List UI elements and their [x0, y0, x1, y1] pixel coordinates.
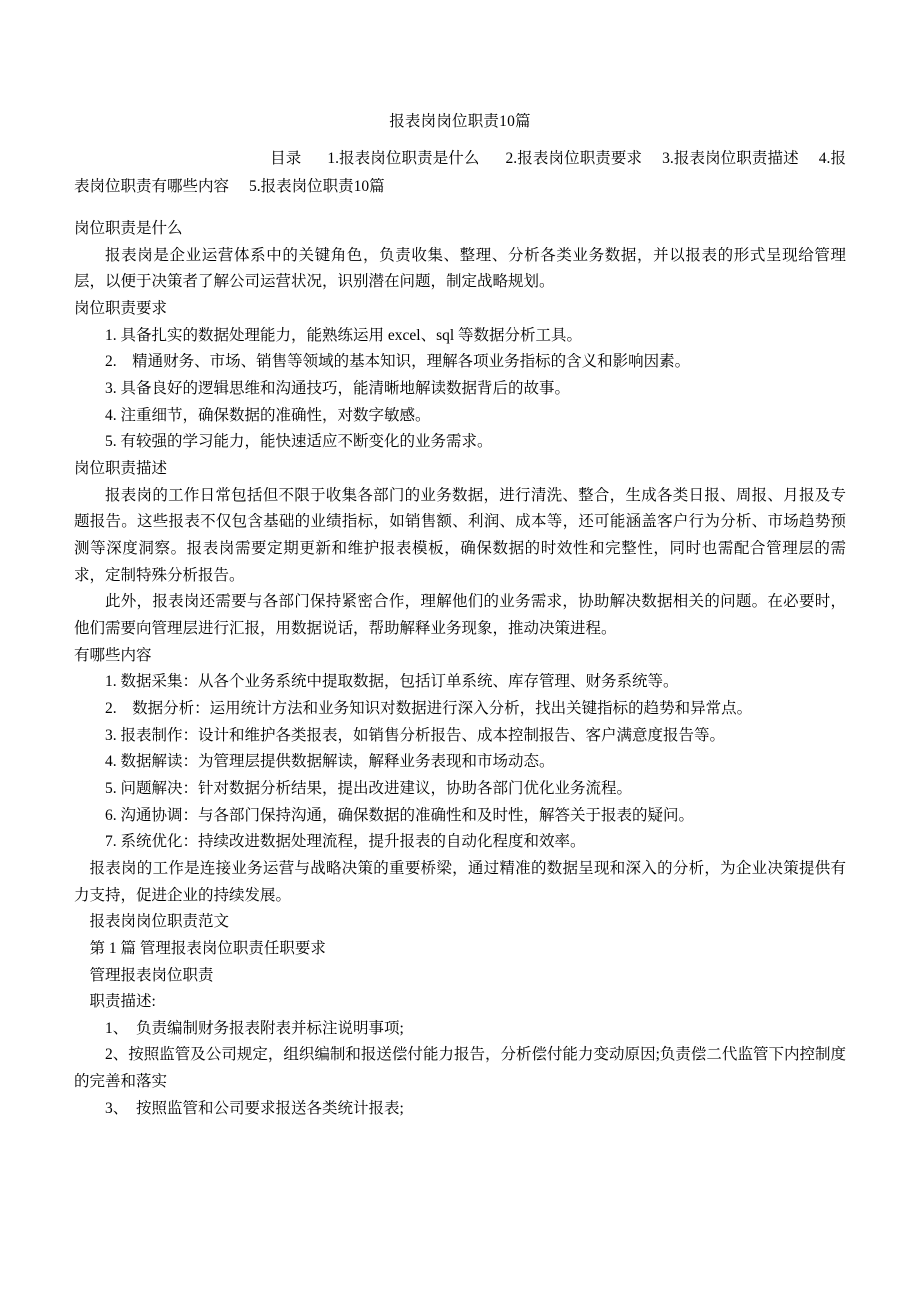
list-item: 1. 具备扎实的数据处理能力，能熟练运用 excel、sql 等数据分析工具。 — [105, 326, 583, 344]
list-item: 1. 数据采集：从各个业务系统中提取数据，包括订单系统、库存管理、财务系统等。 — [105, 673, 679, 691]
toc-label: 目录 — [270, 149, 302, 167]
appendix-duties-label: 职责描述: — [89, 993, 156, 1011]
appendix-heading: 报表岗岗位职责范文 — [89, 913, 230, 931]
section-heading-contents: 有哪些内容 — [74, 646, 152, 664]
list-item: 3. 具备良好的逻辑思维和沟通技巧，能清晰地解读数据背后的故事。 — [105, 380, 571, 398]
list-item: 2. 精通财务、市场、销售等领域的基本知识，理解各项业务指标的含义和影响因素。 — [105, 353, 691, 371]
page-title: 报表岗岗位职责10篇 — [389, 113, 531, 130]
section-heading-description: 岗位职责描述 — [74, 460, 168, 478]
appendix-subheading: 管理报表岗位职责 — [89, 966, 214, 984]
toc-item-1[interactable]: 1.报表岗位职责是什么 — [327, 149, 480, 167]
section-heading-requirements: 岗位职责要求 — [74, 300, 168, 318]
list-item: 4. 注重细节，确保数据的准确性，对数字敏感。 — [105, 406, 431, 424]
toc-item-4[interactable]: 4.报表岗位职责有哪些内容 — [74, 149, 846, 196]
section-paragraph: 此外，报表岗还需要与各部门保持紧密合作，理解他们的业务需求，协助解决数据相关的问题。在必要时，他们需要向管理层进行汇报，用数据说话，帮助解释业务现象，推动决策进程。 — [74, 593, 846, 637]
list-item: 2、按照监管及公司规定，组织编制和报送偿付能力报告，分析偿付能力变动原因;负责偿二代监管下内控制度的完善和落实 — [74, 1046, 846, 1091]
list-item: 3、 按照监管和公司要求报送各类统计报表; — [105, 1099, 404, 1117]
section-paragraph: 报表岗是企业运营体系中的关键角色，负责收集、整理、分析各类业务数据，并以报表的形式呈现给管理层，以便于决策者了解公司运营状况，识别潜在问题，制定战略规划。 — [74, 246, 846, 291]
list-item: 5. 问题解决：针对数据分析结果，提出改进建议，协助各部门优化业务流程。 — [105, 779, 633, 797]
list-item: 7. 系统优化：持续改进数据处理流程，提升报表的自动化程度和效率。 — [105, 833, 586, 851]
toc-item-2[interactable]: 2.报表岗位职责要求 — [505, 149, 643, 167]
list-item: 2. 数据分析：运用统计方法和业务知识对数据进行深入分析，找出关键指标的趋势和异常点。 — [105, 699, 753, 717]
list-item: 1、 负责编制财务报表附表并标注说明事项; — [105, 1019, 404, 1037]
appendix-article-title: 第 1 篇 管理报表岗位职责任职要求 — [89, 939, 326, 957]
list-item: 6. 沟通协调：与各部门保持沟通，确保数据的准确性和及时性，解答关于报表的疑问。 — [105, 806, 695, 824]
toc-item-3[interactable]: 3.报表岗位职责描述 — [662, 149, 799, 167]
section-paragraph: 报表岗的工作是连接业务运营与战略决策的重要桥梁，通过精准的数据呈现和深入的分析，为企业决策提供有力支持，促进企业的持续发展。 — [74, 859, 846, 904]
section-paragraph: 报表岗的工作日常包括但不限于收集各部门的业务数据，进行清洗、整合，生成各类日报、周报、月报及专题报告。这些报表不仅包含基础的业绩指标，如销售额、利润、成本等，还可能涵盖客户行为分析、市场趋势预测等深度洞察。报表岗需要定期更新和维护报表模板，确保数据的时效性和完整性，同时也需配合管理层的需求，定制特殊分析报告。 — [74, 486, 846, 584]
toc-item-5[interactable]: 5.报表岗位职责10篇 — [249, 178, 385, 196]
list-item: 4. 数据解读：为管理层提供数据解读，解释业务表现和市场动态。 — [105, 753, 555, 771]
list-item: 3. 报表制作：设计和维护各类报表，如销售分析报告、成本控制报告、客户满意度报告等。 — [105, 726, 726, 744]
section-heading-what-is: 岗位职责是什么 — [74, 220, 183, 238]
list-item: 5. 有较强的学习能力，能快速适应不断变化的业务需求。 — [105, 433, 493, 451]
table-of-contents — [74, 145, 846, 202]
